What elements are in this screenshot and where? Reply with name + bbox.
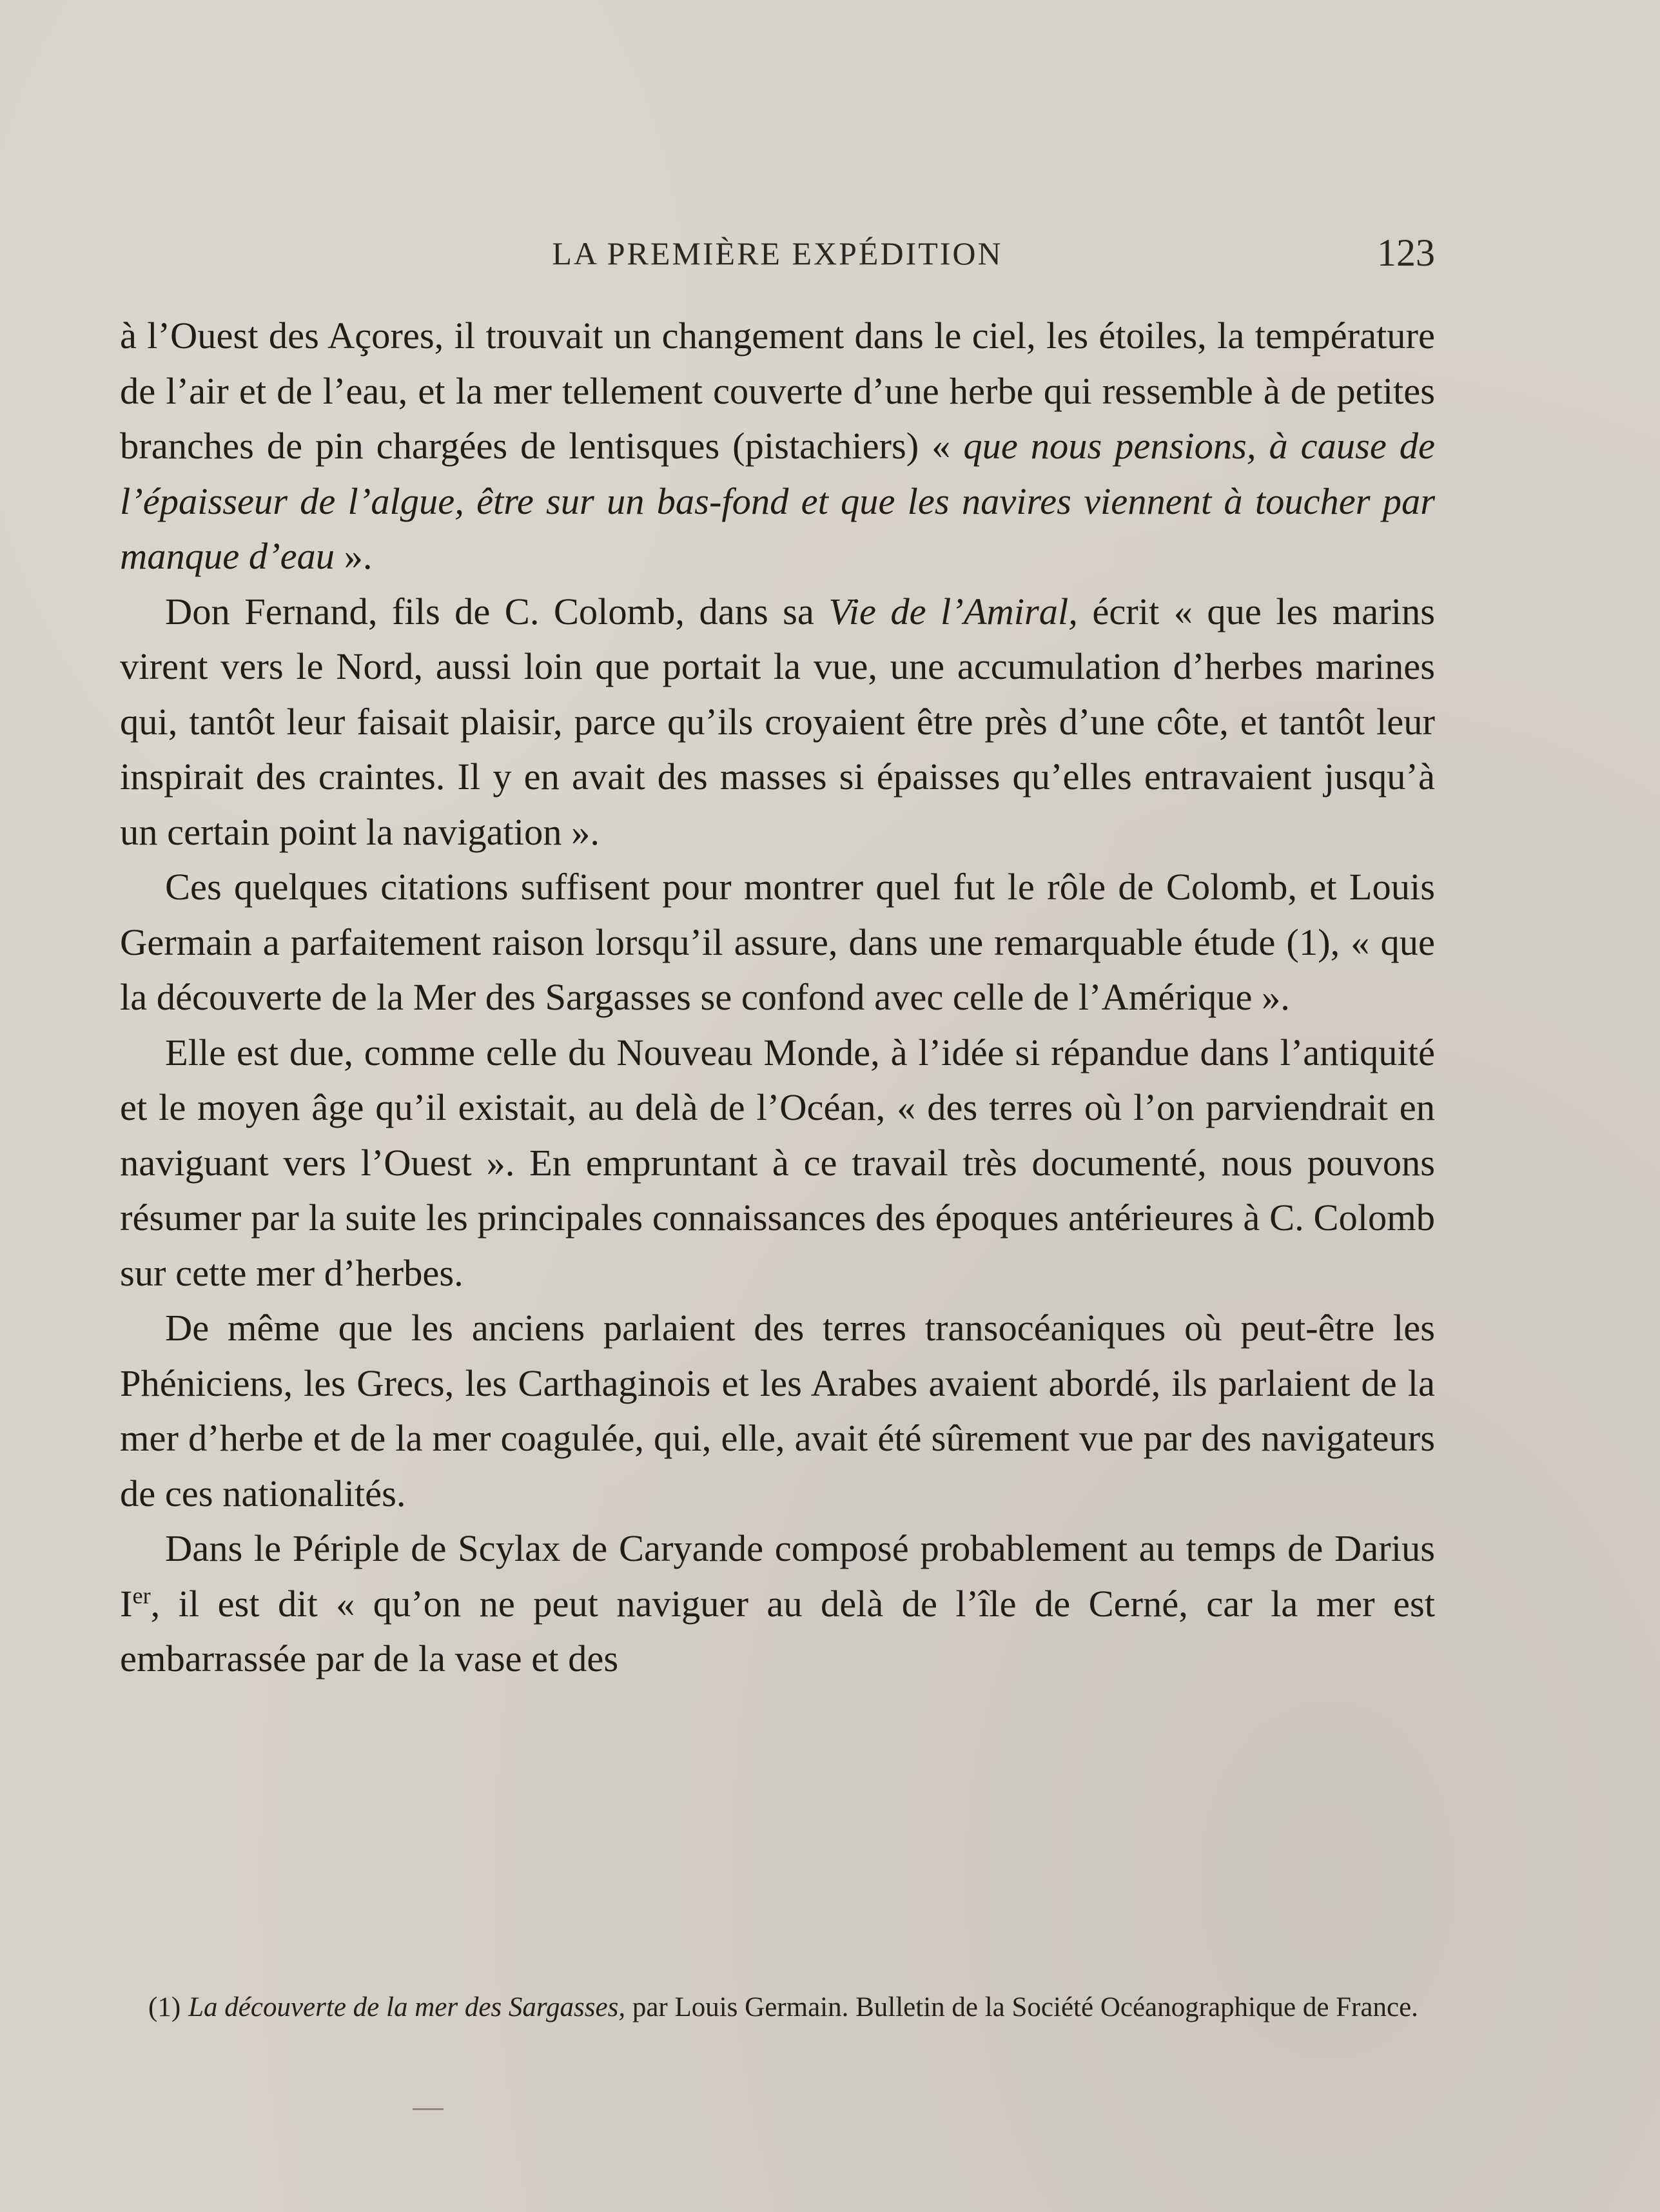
paragraph-2 (120, 584, 1435, 860)
paragraph-1-italic-quote: que nous pensions, à cause de l’épaisseur de l’algue, être sur un bas-fond et que les navires viennent à toucher par manque d’eau (120, 425, 1435, 577)
paragraph-1-end: ». (335, 535, 373, 577)
footnote-1 (120, 1987, 1435, 2028)
paragraph-2-italic-title: Vie de l’Amiral, (828, 590, 1078, 632)
footnote-mark: (1) (148, 1992, 181, 2022)
paragraph-1-text: à l’Ouest des Açores, il trouvait un changement dans le ciel, les étoiles, la température de l’air et de l’eau, et la mer tellement couverte d’une herbe qui ressemble à de petites branches de pin chargées de lentisques (pistachiers) « (120, 315, 1435, 467)
paragraph-2-text: Don Fernand, fils de C. Colomb, dans sa (165, 590, 829, 632)
paragraph-6-end: , il est dit « qu’on ne peut naviguer au delà de l’île de Cerné, car la mer est embarrassée par de la vase et des (120, 1582, 1435, 1679)
paragraph-6-text: Dans le Périple de Scylax de Caryande composé probablement au temps de Darius I (120, 1527, 1435, 1625)
paragraph-4: Elle est due, comme celle du Nouveau Monde, à l’idée si répandue dans l’antiquité et le moyen âge qu’il existait, au delà de l’Océan, « des terres où l’on parviendrait en naviguant vers l’Ouest ». En empruntant à ce travail très documenté, nous pouvons résumer par la suite les principales connaissances des époques antérieures à C. Colomb sur cette mer d’herbes. (120, 1031, 1435, 1294)
body-text (120, 308, 1435, 1687)
paragraph-2-end: écrit « que les marins virent vers le Nord, aussi loin que portait la vue, une accumulation d’herbes marines qui, tantôt leur faisait plaisir, parce qu’ils croyaient être près d’une côte, et tantôt leur inspirait des craintes. Il y en avait des masses si épaisses qu’elles entravaient jusqu’à un certain point la navigation ». (120, 590, 1435, 853)
running-head (120, 231, 1435, 282)
running-title: LA PREMIÈRE EXPÉDITION (552, 235, 1003, 271)
paragraph-1 (120, 308, 1435, 584)
page-mark-dash (413, 2108, 444, 2110)
paragraph-3: Ces quelques citations suffisent pour montrer quel fut le rôle de Colomb, et Louis Germain a parfaitement raison lorsqu’il assure, dans une remarquable étude (1), « que la découverte de la Mer des Sargasses se confond avec celle de l’Amérique ». (120, 866, 1435, 1018)
footnote-title: La découverte de la mer des Sargasses, (188, 1992, 626, 2022)
superscript-er: er (132, 1582, 151, 1609)
footnotes (120, 1987, 1435, 2028)
paragraph-6 (120, 1521, 1435, 1687)
footnote-text: par Louis Germain. Bulletin de la Société Océanographique de France. (625, 1992, 1418, 2022)
paragraph-5: De même que les anciens parlaient des terres transocéaniques où peut-être les Phéniciens, les Grecs, les Carthaginois et les Arabes avaient abordé, ils parlaient de la mer d’herbe et de la mer coagulée, qui, elle, avait été sûrement vue par des navigateurs de ces nationalités. (120, 1307, 1435, 1514)
page-number: 123 (1377, 231, 1435, 274)
